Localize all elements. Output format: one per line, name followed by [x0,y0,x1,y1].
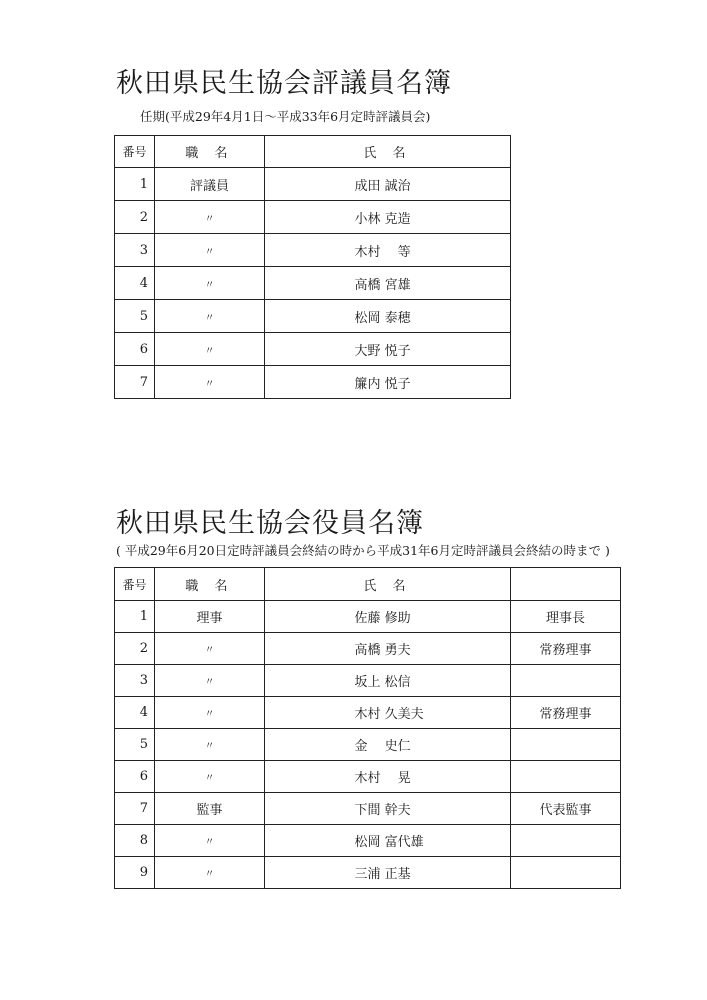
table-row [115,201,511,234]
header-position: 職 名 [155,136,265,168]
row-name-text: 下間 幹夫 [354,803,411,818]
row-position: 〃 [155,665,265,697]
row-name [265,300,511,333]
row-role: 代表監事 [511,793,621,825]
row-position: 〃 [155,633,265,665]
header-number: 番号 [115,136,155,168]
row-position: 評議員 [155,168,265,201]
row-name-text: 三浦 正基 [354,867,411,882]
row-position: 〃 [155,300,265,333]
row-number: 2 [115,633,155,665]
row-number: 1 [115,601,155,633]
row-name-text: 小林 克造 [354,211,411,227]
row-name [265,761,511,793]
row-role [511,825,621,857]
row-name-text: 簾内 悦子 [354,376,411,392]
row-name [265,857,511,889]
row-number: 5 [115,729,155,761]
row-name [265,267,511,300]
row-number: 3 [115,234,155,267]
row-position: 理事 [155,601,265,633]
officers-term: ( 平成29年6月20日定時評議員会終結の時から平成31年6月定時評議員会終結の時まで ) [116,543,610,558]
row-name-text: 松岡 泰穂 [354,310,411,326]
header-number: 番号 [115,568,155,601]
row-name-text: 松岡 富代雄 [354,835,424,850]
row-position: 〃 [155,761,265,793]
row-name-text: 金 史仁 [354,739,411,754]
row-number: 5 [115,300,155,333]
table-row [115,366,511,399]
row-name [265,825,511,857]
row-number: 1 [115,168,155,201]
table-row [115,665,621,697]
table-row [115,761,621,793]
table-row [115,825,621,857]
row-position: 〃 [155,825,265,857]
row-role [511,665,621,697]
row-number: 6 [115,761,155,793]
table-row [115,729,621,761]
row-number: 8 [115,825,155,857]
row-position: 〃 [155,201,265,234]
council-table [114,135,511,399]
row-name [265,697,511,729]
table-row [115,168,511,201]
row-position: 〃 [155,333,265,366]
council-term: 任期(平成29年4月1日～平成33年6月定時評議員会) [140,109,431,124]
officers-title: 秋田県民生協会役員名簿 [116,508,424,539]
row-position: 〃 [155,234,265,267]
row-name [265,234,511,267]
row-name-text: 木村 晃 [354,771,411,786]
row-name-text: 佐藤 修助 [354,611,411,626]
row-position: 〃 [155,857,265,889]
row-name-text: 高橋 勇夫 [354,643,411,658]
row-name [265,601,511,633]
row-number: 7 [115,793,155,825]
header-name: 氏 名 [265,136,511,168]
header-role [511,568,621,601]
row-name [265,729,511,761]
table-row [115,234,511,267]
row-name-text: 大野 悦子 [354,343,411,359]
table-row [115,601,621,633]
row-number: 3 [115,665,155,697]
row-role: 常務理事 [511,697,621,729]
row-name-text: 木村 久美夫 [354,707,424,722]
table-header-row [115,136,511,168]
row-name-text: 高橋 宮雄 [354,277,411,293]
table-row [115,633,621,665]
row-number: 6 [115,333,155,366]
row-name [265,665,511,697]
row-position: 監事 [155,793,265,825]
row-number: 9 [115,857,155,889]
table-header-row [115,568,621,601]
row-role: 常務理事 [511,633,621,665]
table-row [115,793,621,825]
header-position: 職 名 [155,568,265,601]
row-position: 〃 [155,697,265,729]
row-name [265,793,511,825]
officers-table [114,567,621,889]
council-title: 秋田県民生協会評議員名簿 [116,68,452,99]
header-name: 氏 名 [265,568,511,601]
row-role: 理事長 [511,601,621,633]
row-number: 7 [115,366,155,399]
row-position: 〃 [155,267,265,300]
row-role [511,857,621,889]
table-row [115,300,511,333]
row-number: 2 [115,201,155,234]
table-row [115,333,511,366]
row-name-text: 成田 誠治 [354,178,411,194]
row-name [265,333,511,366]
row-name-text: 木村 等 [354,244,411,260]
table-row [115,857,621,889]
row-name [265,201,511,234]
row-name [265,168,511,201]
row-name [265,633,511,665]
table-row [115,697,621,729]
row-number: 4 [115,267,155,300]
row-name [265,366,511,399]
table-row [115,267,511,300]
row-position: 〃 [155,729,265,761]
row-role [511,761,621,793]
row-number: 4 [115,697,155,729]
row-role [511,729,621,761]
row-name-text: 坂上 松信 [354,675,411,690]
row-position: 〃 [155,366,265,399]
